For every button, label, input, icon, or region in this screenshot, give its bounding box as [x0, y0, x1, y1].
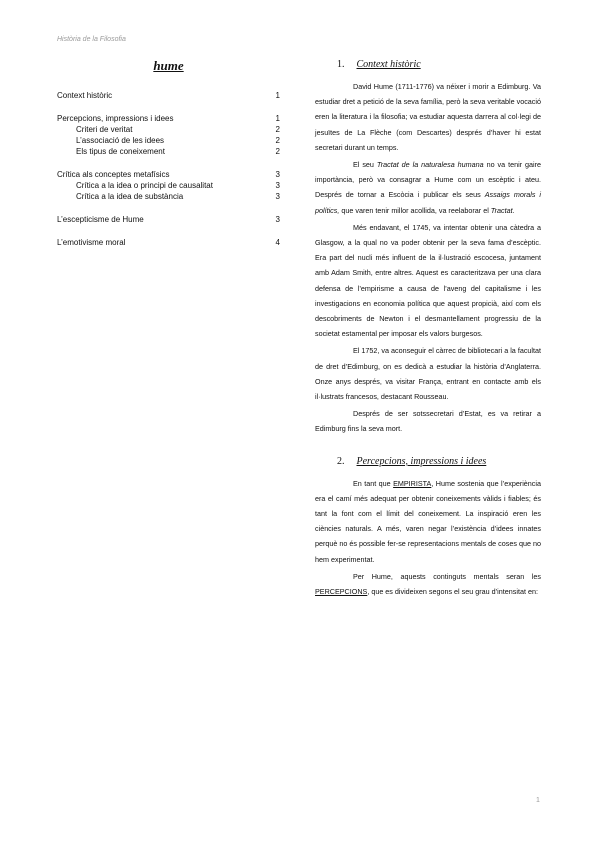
toc-entry-page: 2: [275, 147, 280, 156]
toc-subentry: [57, 135, 280, 146]
section-number: 2.: [337, 455, 345, 467]
book-title: Tractat de la naturalesa humana: [376, 160, 484, 170]
toc-entry-page: 3: [275, 170, 280, 179]
paragraph: David Hume (1711-1776) va néixer i morir a Edimburg. Va estudiar dret a petició de la seva família, però la seva veritable vocació eren la literatura i la filosofia; va estudiar aquesta darrera al col·legi de jesuïtes de La Flèche (com Descartes) després d’haver hi estat secretari durant un temps.: [315, 82, 541, 152]
section-heading: [315, 455, 541, 468]
paragraph: [315, 569, 541, 599]
toc-entry-page: 3: [275, 181, 280, 190]
section-number: 1.: [337, 59, 345, 70]
book-title: Tractat: [490, 205, 513, 215]
toc-entry-label: Crítica a la idea o principi de causalitat: [76, 181, 213, 190]
toc-entry-label: L’escepticisme de Hume: [57, 215, 144, 224]
toc-subentry: [57, 124, 280, 135]
paragraph: Més endavant, el 1745, va intentar obtenir una càtedra a Glasgow, a la qual no va poder obtenir per la seva fama d’escèptic. Era part del nucli més influent de la il·lustració escocesa, juntament amb Adam Smith, entre altres. Aquest es caracteritzava per una clara defensa de l’empirisme a causa de l’aveng del capitalisme i les investigacions en economia política que aquest propicià, així com els descobriments de Newton i el desmantellament progressiu de la societat estamental per imposar els valors burgesos.: [315, 222, 541, 339]
section-title: Context històric: [356, 59, 421, 70]
toc-entry: [57, 113, 280, 124]
toc-entry-label: Percepcions, impressions i idees: [57, 114, 174, 123]
toc-entry-label: Criteri de veritat: [76, 125, 133, 134]
toc-entry-page: 1: [275, 114, 280, 123]
paragraph-text: El seu: [353, 160, 377, 170]
book-title: Assaigs morals i polítics,: [315, 190, 542, 215]
toc-entry: [57, 90, 280, 101]
paragraph-text: , Hume sostenia que l’experiència era el camí més adequat per obtenir coneixements vàlids i fiables; és tant la font com el límit del coneixement. La inspiració eren les ciències naturals. A més, varen negar l’existència d’idees innates perquè no és possible fer-se representacions mentals de coses que no hem experimentat.: [315, 478, 541, 564]
toc-entry-label: Crítica a la idea de substància: [76, 192, 184, 201]
paragraph-text: Per Hume, aquests continguts mentals seran les: [353, 571, 541, 581]
toc-subentry: [57, 180, 280, 191]
toc-entry-page: 2: [275, 125, 280, 134]
toc-entry-page: 1: [275, 91, 280, 100]
toc-entry: [57, 237, 280, 248]
toc-entry-page: 4: [275, 238, 280, 247]
toc-title: hume: [153, 58, 184, 73]
table-of-contents: [57, 58, 280, 248]
paragraph: [315, 476, 541, 567]
paragraph-text: En tant que: [353, 478, 394, 488]
paragraph: [315, 157, 541, 218]
toc-entry-label: L’associació de les idees: [76, 136, 165, 145]
paragraph-text: que varen tenir millor acollida, va reelaborar el: [339, 205, 491, 215]
section-title: Percepcions, impressions i idees: [356, 455, 487, 467]
paragraph: El 1752, va aconseguir el càrrec de bibliotecari a la facultat de dret d’Edimburg, on es dedicà a estudiar la història d’Anglaterra. Onze anys després, va visitar França, entrant en contacte amb els il·lustrats francesos, destacant Rousseau.: [315, 346, 541, 402]
paragraph-text: , que es divideixen segons el seu grau d’intensitat en:: [367, 587, 538, 597]
toc-subentry: [57, 191, 280, 202]
toc-entry-label: Els tipus de coneixement: [76, 147, 165, 156]
main-content: [315, 58, 541, 601]
section-heading: [315, 58, 541, 71]
toc-entry: [57, 214, 280, 225]
paragraph: Després de ser sotssecretari d’Estat, es va retirar a Edimburg fins la seva mort.: [315, 409, 541, 434]
paragraph-text: .: [512, 205, 515, 215]
toc-entry-label: Crítica als conceptes metafísics: [57, 170, 170, 179]
paragraph-text: no va tenir gaire importància, però va consagrar a Hume com un escèptic i ateu. Després de tornar a Escòcia i publicar els seus: [315, 160, 542, 200]
toc-entry-label: Context històric: [57, 91, 113, 100]
toc-entry: [57, 169, 280, 180]
running-header: Història de la Filosofia: [57, 36, 126, 43]
toc-entry-page: 2: [275, 136, 280, 145]
page-number: 1: [536, 797, 540, 804]
toc-entry-page: 3: [275, 192, 280, 201]
toc-subentry: [57, 146, 280, 157]
key-term: PERCEPCIONS: [315, 587, 368, 597]
key-term: EMPIRISTA: [393, 478, 432, 488]
toc-entry-label: L’emotivisme moral: [57, 238, 126, 247]
toc-entry-page: 3: [275, 215, 280, 224]
